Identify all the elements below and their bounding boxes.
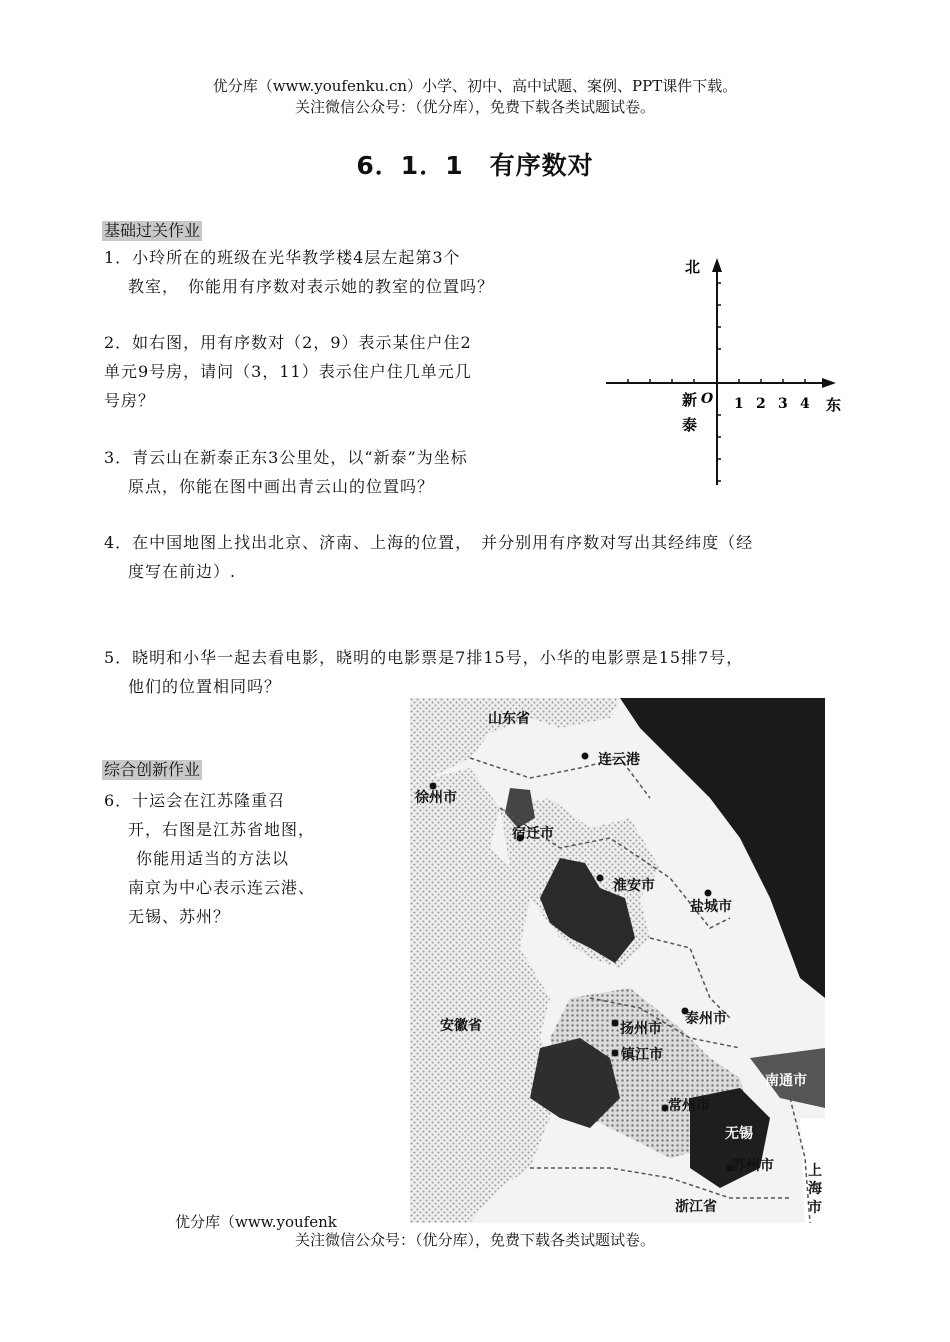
map-label-suqian: 宿迁市 — [512, 826, 554, 842]
question-5 — [104, 643, 884, 701]
map-label-changzhou: 常州市 — [668, 1098, 710, 1114]
map-label-nantong: 南通市 — [765, 1073, 807, 1089]
map-label-shanghai-3: 市 — [808, 1200, 822, 1216]
map-label-taizhou: 泰州市 — [685, 1011, 727, 1027]
marker-yancheng — [705, 890, 712, 897]
question-5-line-1: 5．晓明和小华一起去看电影，晓明的电影票是7排15号，小华的电影票是15排7号， — [104, 648, 744, 667]
question-5-line-2: 他们的位置相同吗？ — [128, 677, 282, 696]
question-3 — [104, 443, 544, 501]
map-label-xuzhou: 徐州市 — [415, 790, 457, 806]
question-4 — [104, 528, 884, 586]
question-6-line-5: 无锡、苏州？ — [128, 907, 231, 926]
header-line-2: 关注微信公众号：（优分库），免费下载各类试题试卷。 — [294, 98, 655, 116]
tick-label-4: 4 — [800, 396, 810, 412]
map-label-huaian: 淮安市 — [613, 878, 655, 894]
map-label-shanghai-1: 上 — [808, 1163, 822, 1179]
map-label-suzhou: 苏州市 — [732, 1158, 774, 1174]
question-1-line-2: 教室， 你能用有序数对表示她的教室的位置吗？ — [128, 277, 495, 296]
marker-xuzhou — [430, 783, 437, 790]
jiangsu-map — [410, 698, 825, 1223]
map-label-wuxi: 无锡 — [725, 1126, 753, 1142]
question-6-line-3: 你能用适当的方法以 — [136, 849, 290, 868]
question-2-line-1: 2．如右图，用有序数对（2，9）表示某住户住2 — [104, 333, 472, 352]
marker-zhenjiang — [612, 1050, 619, 1057]
tick-label-2: 2 — [756, 396, 766, 412]
map-label-shanghai-2: 海 — [808, 1181, 822, 1197]
north-arrow-icon — [712, 258, 722, 272]
east-arrow-icon — [822, 378, 836, 388]
north-label: 北 — [685, 258, 701, 276]
footer-line-2: 关注微信公众号：（优分库），免费下载各类试题试卷。 — [294, 1231, 655, 1249]
header-line-1: 优分库（www.youfenku.cn）小学、初中、高中试题、案例、PPT课件下载。 — [212, 77, 738, 95]
map-label-anhui: 安徽省 — [440, 1018, 482, 1034]
question-4-line-1: 4．在中国地图上找出北京、济南、上海的位置， 并分别用有序数对写出其经纬度（经 — [104, 533, 754, 552]
question-2-line-2: 单元9号房，请问（3，11）表示住户住几单元几 — [104, 362, 472, 381]
section-creative-homework: 综合创新作业 — [104, 760, 201, 779]
question-2 — [104, 328, 544, 415]
east-label: 东 — [826, 396, 842, 414]
origin-name-1: 新 — [682, 391, 698, 409]
map-label-zhenjiang: 镇江市 — [621, 1047, 663, 1063]
marker-lianyungang — [582, 753, 589, 760]
coordinate-axes-figure — [600, 250, 850, 495]
question-1-line-1: 1．小玲所在的班级在光华教学楼4层左起第3个 — [104, 248, 461, 267]
section-basic-homework: 基础过关作业 — [104, 221, 201, 240]
map-label-yangzhou: 扬州市 — [620, 1021, 662, 1037]
map-label-zhejiang: 浙江省 — [675, 1199, 717, 1215]
map-label-yancheng: 盐城市 — [690, 899, 732, 915]
footer-line-1: 优分库（www.youfenk — [175, 1213, 337, 1231]
question-3-line-2: 原点，你能在图中画出青云山的位置吗？ — [128, 477, 435, 496]
map-label-shandong: 山东省 — [488, 711, 530, 727]
question-4-line-2: 度写在前边）. — [128, 562, 237, 581]
origin-label: O — [701, 391, 714, 407]
question-6-line-1: 6．十运会在江苏隆重召 — [104, 791, 286, 810]
origin-name-2: 泰 — [682, 416, 698, 434]
map-label-lianyungang: 连云港 — [598, 752, 640, 768]
tick-label-1: 1 — [734, 396, 744, 412]
question-1 — [104, 243, 544, 301]
question-2-line-3: 号房？ — [104, 391, 156, 410]
tick-label-3: 3 — [778, 396, 788, 412]
page-title: 6．1．1 有序数对 — [356, 151, 594, 180]
marker-yangzhou — [612, 1020, 619, 1027]
question-3-line-1: 3．青云山在新泰正东3公里处，以“新泰”为坐标 — [104, 448, 468, 467]
question-6-line-2: 开，右图是江苏省地图， — [128, 820, 316, 839]
question-6-line-4: 南京为中心表示连云港、 — [128, 878, 316, 897]
question-6 — [104, 786, 364, 931]
marker-huaian — [597, 875, 604, 882]
